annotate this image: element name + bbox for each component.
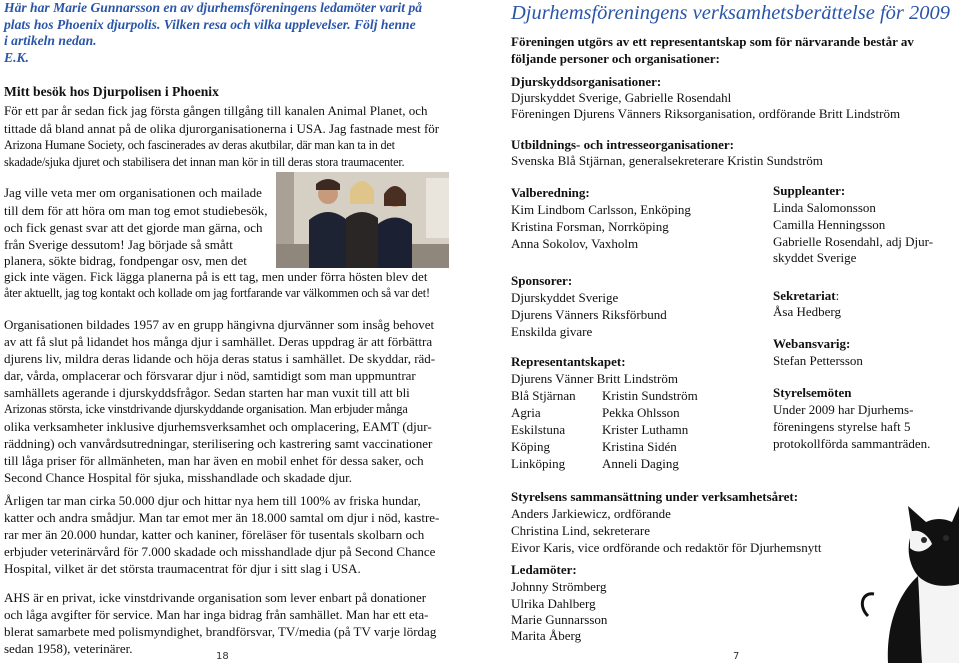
rep-org: Eskilstuna: [511, 422, 566, 437]
text-line: Camilla Henningsson: [773, 217, 886, 232]
text-line: Åsa Hedberg: [773, 304, 841, 319]
text-line: Djurens Vänner Britt Lindström: [511, 371, 678, 386]
text-line: planera, sökte bidrag, fondpengar osv, men det: [4, 253, 247, 268]
heading-colon: :: [835, 288, 840, 303]
text-line: katter och andra smådjur. Man tar emot mer än 18.000 samtal om djur i nöd, kastre-: [4, 510, 440, 525]
text-line: skyddet Sverige: [773, 250, 857, 265]
cat-illustration: [848, 476, 959, 663]
text-line: gick inte vägen. Fick lägga planerna på is ett tag, men under förra hösten blev det: [4, 269, 428, 284]
text-line: Föreningen Djurens Vänners Riksorganisation, ordförande Britt Lindström: [511, 106, 901, 121]
rep-org: Blå Stjärnan: [511, 388, 576, 403]
intro-line: i artikeln nedan.: [4, 33, 97, 48]
rep-person: Pekka Ohlsson: [602, 405, 680, 420]
text-line: Anders Jarkiewicz, ordförande: [511, 506, 671, 521]
text-line: och fick genast svar att det gjorde man gärna, och: [4, 220, 263, 235]
text-line: Second Chance Hospital för sjuka, misshandlade och skadade djur.: [4, 470, 353, 485]
section-heading: Styrelsens sammansättning under verksamhetsåret:: [511, 489, 799, 504]
text-line: räddning) och vanvårdsutredningar, sterilisering och kastrering samt vaccinationer: [4, 436, 433, 451]
text-line: Linda Salomonsson: [773, 200, 876, 215]
text-line: protokollförda sammanträden.: [773, 436, 931, 451]
section-heading: Valberedning:: [511, 185, 590, 200]
page-number-right: 7: [733, 651, 740, 662]
text-line: Enskilda givare: [511, 324, 593, 339]
text-line: föreningens styrelse haft 5: [773, 419, 911, 434]
section-heading: Webansvarig:: [773, 336, 851, 351]
intro-text: [4, 0, 449, 66]
text-line: erbjuder veterinärvård för 7.000 skadade och misshandlade djur på Second Chance: [4, 544, 436, 559]
cat-drawing: [848, 476, 959, 663]
text-line: Svenska Blå Stjärnan, generalsekreterare Kristin Sundström: [511, 153, 823, 168]
rep-org: Linköping: [511, 456, 566, 471]
intro-line: plats hos Phoenix djurpolis. Vilken resa och vilka upplevelser. Följ henne: [4, 16, 416, 32]
text-line: till dem för att höra om man tog emot studiebesök,: [4, 203, 268, 218]
section-heading: Utbildnings- och intresseorganisationer:: [511, 137, 734, 152]
text-line: tittade då bland annat på de olika djurorganisationerna i USA. Jag fastnade mest för: [4, 121, 440, 136]
article-title: Mitt besök hos Djurpolisen i Phoenix: [4, 84, 219, 99]
text-line: skadade/sjuka djuret och stabilisera det innan man kör in till deras stora traumacenter.: [4, 155, 405, 169]
photo-illustration: [276, 172, 449, 268]
text-line: blerat samarbete med polismyndighet, brandförsvar, TV/media (på TV varje lördag: [4, 624, 437, 639]
intro-line: E.K.: [4, 49, 29, 65]
text-line: samhällets agerande i djurskyddsfrågor. Sedan starten har man vuxit till att bli: [4, 385, 410, 400]
text-line: av att få slut på lidandet hos många djur i samhället. Deras uppdrag är att förbättra: [4, 334, 433, 349]
text-line: djurens liv, mildra deras lidande och höja deras status i samhället. De skyddar, räd-: [4, 351, 436, 366]
rep-person: Anneli Daging: [602, 456, 679, 471]
page-number-left: 18: [216, 651, 229, 662]
rep-org: Köping: [511, 439, 550, 454]
section-heading: [773, 287, 839, 304]
text-line: Under 2009 har Djurhems-: [773, 402, 914, 417]
section-heading: Styrelsemöten: [773, 385, 852, 400]
text-line: Ulrika Dahlberg: [511, 596, 596, 611]
text-line: och låga avgifter för service. Man har inga bidrag från samhället. Man har ett eta-: [4, 607, 429, 622]
text-line: Djurskyddet Sverige: [511, 290, 619, 305]
text-line: Johnny Strömberg: [511, 579, 607, 594]
text-line: Eivor Karis, vice ordförande och redaktör för Djurhemsnytt: [511, 540, 822, 555]
section-heading: Suppleanter:: [773, 183, 846, 198]
text-line: dar, vårda, omplacerar och försvarar djur i nöd, samtidigt som man uppmuntrar: [4, 368, 416, 383]
report-title: Djurhemsföreningens verksamhetsberättelse för 2009: [511, 2, 950, 24]
text-line: Arizona Humane Society, och fascinerades av deras akutbilar, där man kan ta in det: [4, 138, 395, 152]
text-line: sedan 1958), veterinärer.: [4, 641, 133, 656]
section-heading: Sponsorer:: [511, 273, 573, 288]
text-line: Anna Sokolov, Vaxholm: [511, 236, 639, 251]
text-line: Christina Lind, sekreterare: [511, 523, 650, 538]
section-heading: Ledamöter:: [511, 562, 577, 577]
rep-person: Kristina Sidén: [602, 439, 677, 454]
text-line: Kristina Forsman, Norrköping: [511, 219, 669, 234]
text-line: åter aktuellt, jag tog kontakt och kollade om jag fortfarande var välkommen och så var det!: [4, 286, 430, 300]
text-line: Arizonas största, icke vinstdrivande djurskyddande organisation. Man erbjuder många: [4, 402, 408, 416]
text-line: För ett par år sedan fick jag första gången tillgång till kanalen Animal Planet, och: [4, 103, 428, 118]
rep-person: Krister Luthamn: [602, 422, 689, 437]
group-photo: [276, 172, 449, 268]
text-line: Jag ville veta mer om organisationen och mailade: [4, 185, 262, 200]
text-line: till låga priser för allmänheten, man har även en mobil enhet för dessa saker, och: [4, 453, 424, 468]
text-line: olika verksamheter inklusive djurhemsverksamhet och omplacering, EAMT (djur-: [4, 419, 432, 434]
text-line: Årligen tar man cirka 50.000 djur och hittar nya hem till 100% av friska hundar,: [4, 493, 421, 508]
section-heading: Representantskapet:: [511, 354, 626, 369]
text-line: Organisationen bildades 1957 av en grupp hängivna djurvänner som insåg behovet: [4, 317, 435, 332]
text-line: Djurens Vänners Riksförbund: [511, 307, 667, 322]
text-line: Marie Gunnarsson: [511, 612, 608, 627]
text-line: Föreningen utgörs av ett representantskap som för närvarande består av: [511, 34, 914, 49]
text-line: Marita Åberg: [511, 628, 582, 643]
text-line: följande personer och organisationer:: [511, 51, 720, 66]
section-heading: Djurskyddsorganisationer:: [511, 74, 662, 89]
text-line: Djurskyddet Sverige, Gabrielle Rosendahl: [511, 90, 732, 105]
rep-person: Kristin Sundström: [602, 388, 698, 403]
text-line: AHS är en privat, icke vinstdrivande organisation som lever enbart på donationer: [4, 590, 427, 605]
heading-text: Sekretariat: [773, 288, 836, 303]
text-line: Gabrielle Rosendahl, adj Djur-: [773, 234, 934, 249]
text-line: Kim Lindbom Carlsson, Enköping: [511, 202, 691, 217]
intro-line: Här har Marie Gunnarsson en av djurhemsföreningens ledamöter varit på: [4, 0, 423, 15]
text-line: Stefan Pettersson: [773, 353, 863, 368]
rep-org: Agria: [511, 405, 541, 420]
text-line: rar mer än 20.000 hundar, katter och kaniner, föreläser för tusentals skolbarn och: [4, 527, 425, 542]
text-line: från Sverige dessutom! Jag började så smått: [4, 237, 233, 252]
text-line: Hospital, vilket är det största traumacentrat för djur i sitt slag i USA.: [4, 561, 361, 576]
